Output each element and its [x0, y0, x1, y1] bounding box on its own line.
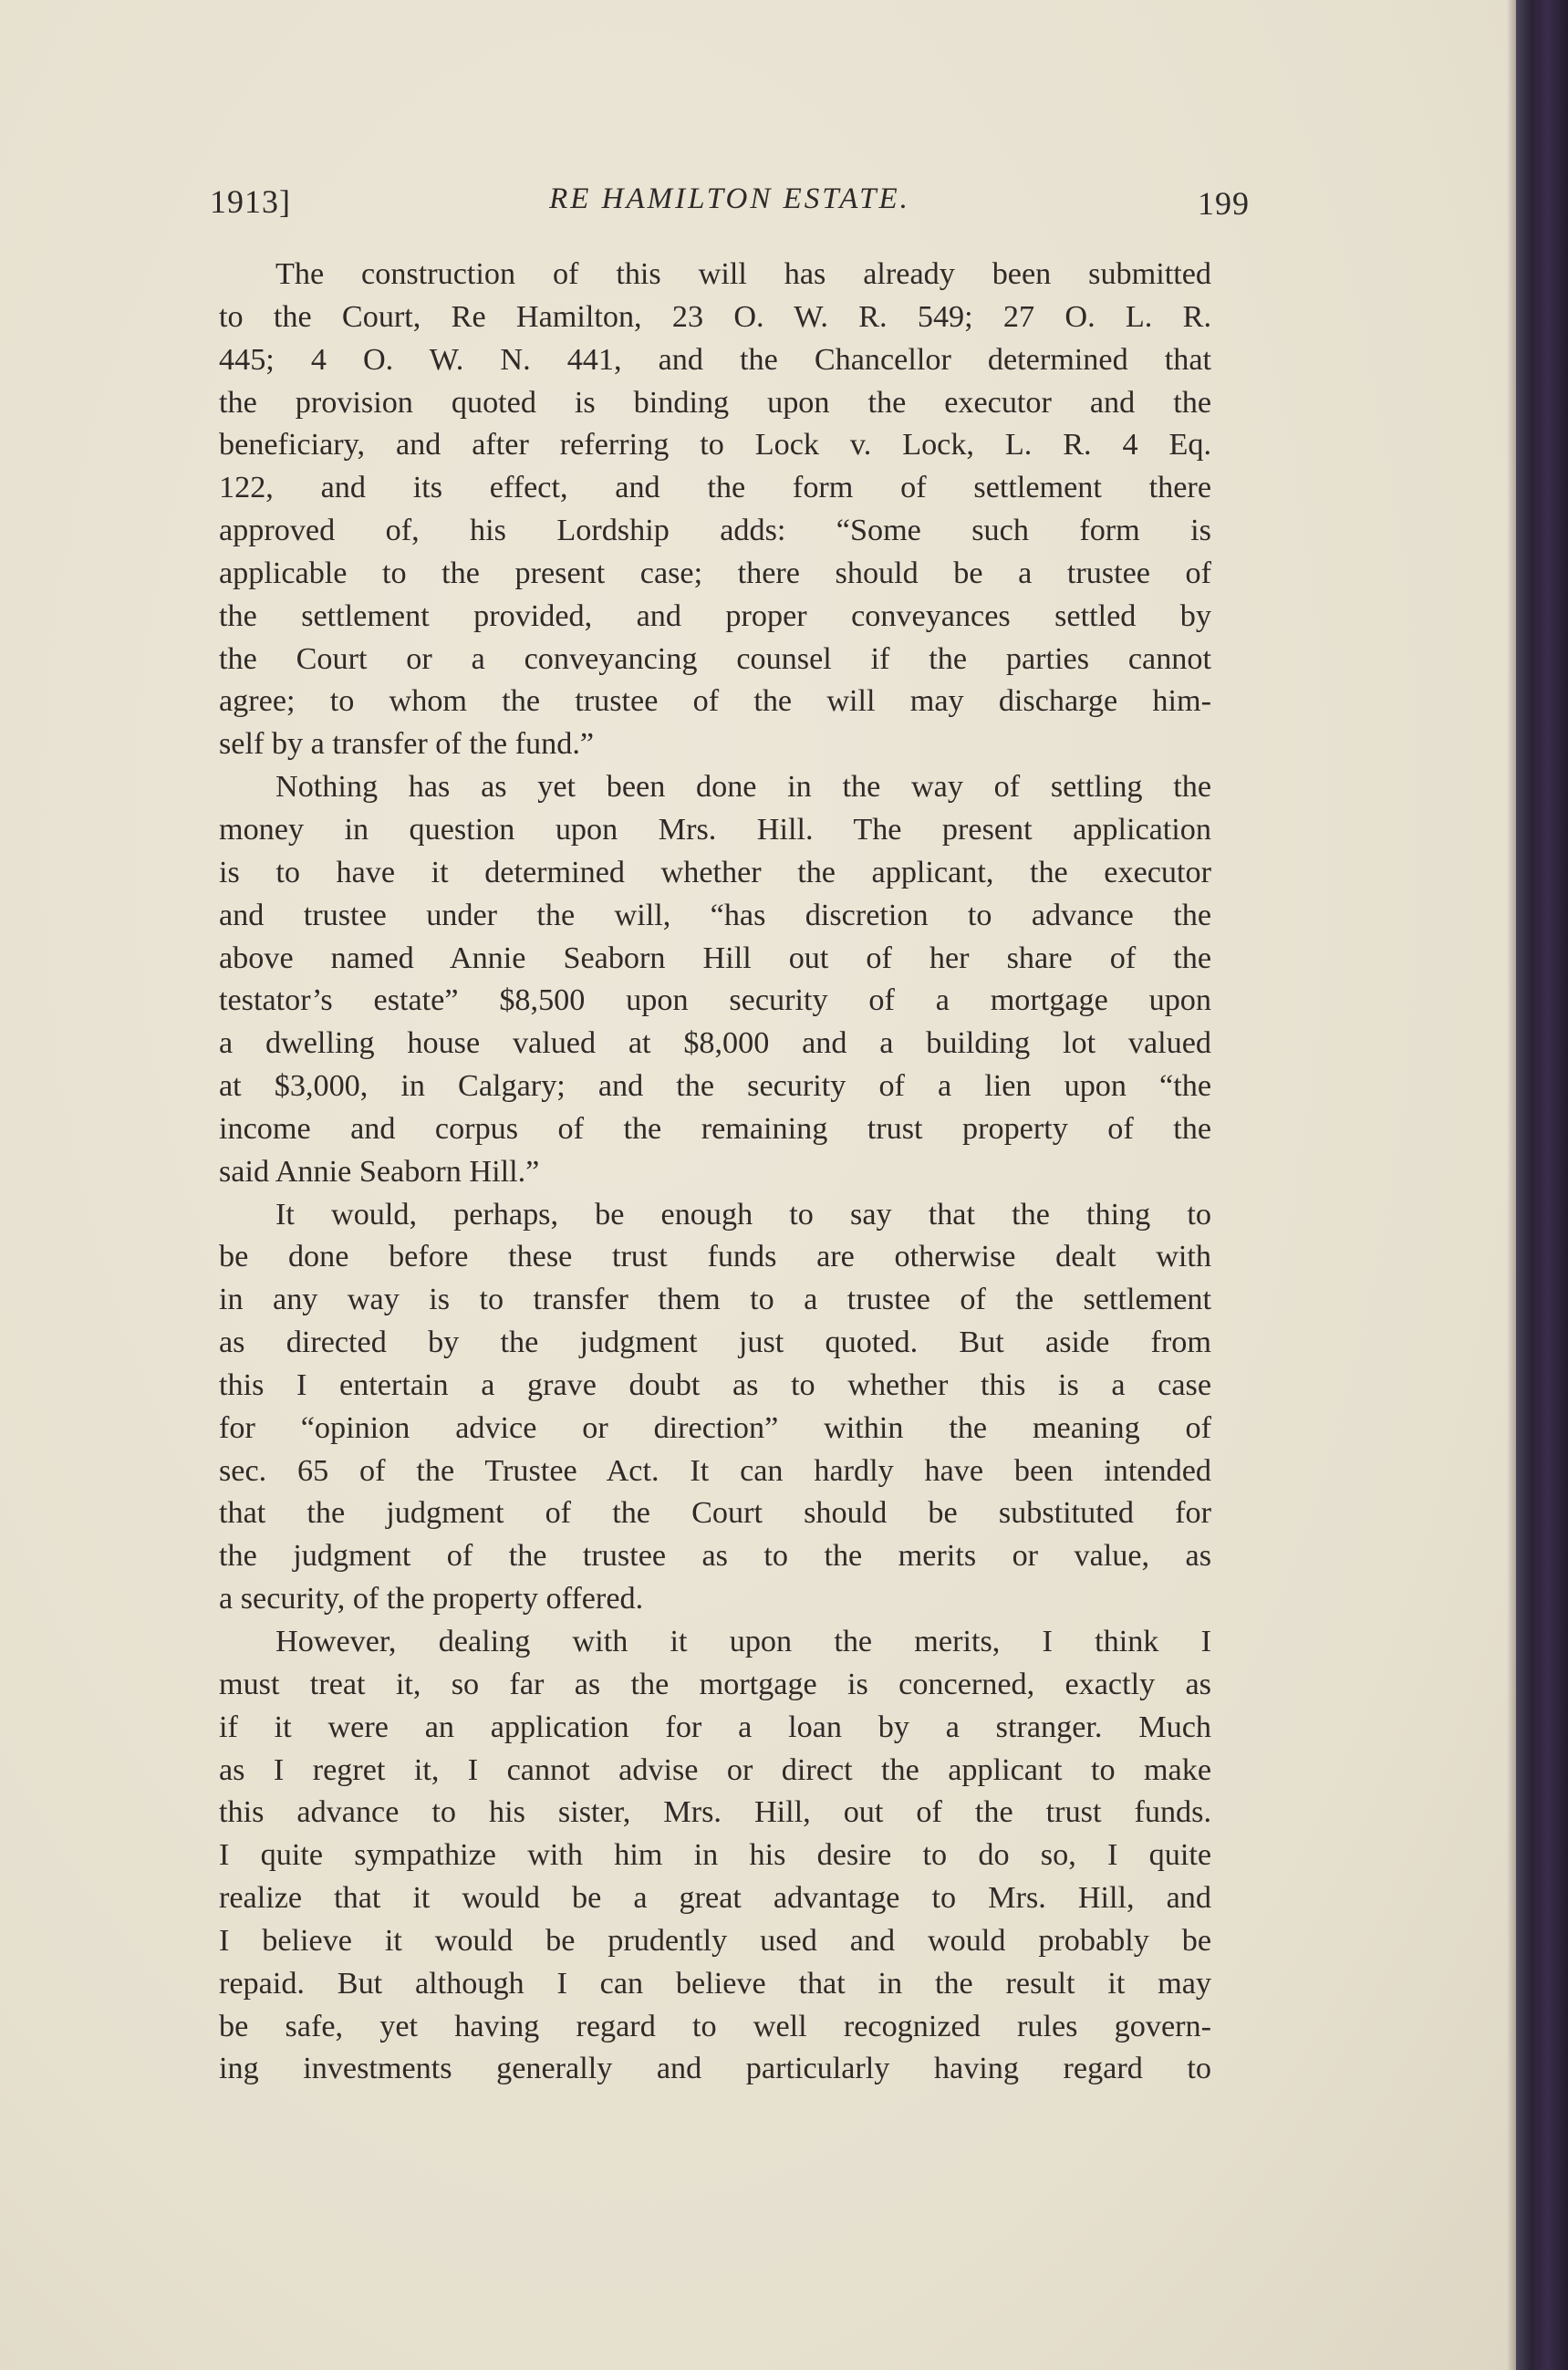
text-line: must treat it, so far as the mortgage is concerned, exactly as — [219, 1667, 1211, 1701]
text-line: this advance to his sister, Mrs. Hill, out of the trust funds. — [219, 1795, 1211, 1830]
page-number: 199 — [1198, 185, 1250, 222]
text-line: is to have it determined whether the applicant, the executor — [219, 855, 1211, 889]
text-line: income and corpus of the remaining trust property of the — [219, 1111, 1211, 1146]
text-line: It would, perhaps, be enough to say that the thing to — [275, 1197, 1211, 1232]
text-line: approved of, his Lordship adds: “Some such form is — [219, 514, 1211, 548]
text-line: agree; to whom the trustee of the will may discharge him- — [219, 684, 1211, 719]
text-line: the settlement provided, and proper conveyances settled by — [219, 598, 1211, 633]
text-line: money in question upon Mrs. Hill. The present application — [219, 812, 1211, 847]
text-line: 122, and its effect, and the form of settlement there — [219, 471, 1211, 505]
body-text — [219, 254, 1211, 2091]
text-line: ing investments generally and particularly having regard to — [219, 2052, 1211, 2086]
text-line: this I entertain a grave doubt as to whether this is a case — [219, 1367, 1211, 1402]
text-line: that the judgment of the Court should be substituted for — [219, 1496, 1211, 1531]
text-line: at $3,000, in Calgary; and the security of a lien upon “the — [219, 1069, 1211, 1104]
text-line: However, dealing with it upon the merits, I think I — [275, 1625, 1211, 1658]
book-binding — [1516, 0, 1568, 2370]
text-line: applicable to the present case; there should be a trustee of — [219, 556, 1211, 590]
text-line: in any way is to transfer them to a trustee of the settlement — [219, 1283, 1211, 1317]
text-line: the provision quoted is binding upon the executor and the — [219, 385, 1211, 420]
text-line: to the Court, Re Hamilton, 23 O. W. R. 549; 27 O. L. R. — [219, 299, 1211, 334]
text-line: Nothing has as yet been done in the way of settling the — [275, 770, 1211, 805]
text-line: as directed by the judgment just quoted. But aside from — [219, 1325, 1211, 1360]
text-line: The construction of this will has already been submitted — [275, 257, 1211, 291]
text-line: realize that it would be a great advantage to Mrs. Hill, and — [219, 1881, 1211, 1916]
header-title: RE HAMILTON ESTATE. — [549, 182, 910, 215]
text-line: for “opinion advice or direction” within the meaning of — [219, 1410, 1211, 1445]
text-line: self by a transfer of the fund.” — [219, 727, 595, 762]
text-line: said Annie Seaborn Hill.” — [219, 1154, 540, 1189]
header-year: 1913] — [210, 183, 291, 220]
text-line: beneficiary, and after referring to Lock v. Lock, L. R. 4 Eq. — [219, 428, 1211, 463]
text-line: be safe, yet having regard to well recognized rules govern- — [219, 2009, 1211, 2043]
text-line: testator’s estate” $8,500 upon security of a mortgage upon — [219, 983, 1211, 1018]
text-line: repaid. But although I can believe that in the result it may — [219, 1966, 1211, 2001]
text-line: the judgment of the trustee as to the merits or value, as — [219, 1539, 1211, 1574]
text-line: above named Annie Seaborn Hill out of her share of the — [219, 941, 1211, 975]
text-line: the Court or a conveyancing counsel if the parties cannot — [219, 641, 1211, 676]
text-line: be done before these trust funds are otherwise dealt with — [219, 1240, 1211, 1274]
text-line: I quite sympathize with him in his desire to do so, I quite — [219, 1838, 1211, 1873]
text-line: and trustee under the will, “has discretion to advance the — [219, 898, 1211, 932]
text-line: sec. 65 of the Trustee Act. It can hardly have been intended — [219, 1453, 1211, 1488]
text-line: I believe it would be prudently used and would probably be — [219, 1923, 1211, 1958]
text-line: a dwelling house valued at $8,000 and a building lot valued — [219, 1026, 1211, 1061]
text-line: 445; 4 O. W. N. 441, and the Chancellor determined that — [219, 342, 1211, 377]
text-line: a security, of the property offered. — [219, 1582, 644, 1616]
running-header — [210, 182, 1250, 228]
text-line: if it were an application for a loan by a stranger. Much — [219, 1710, 1211, 1744]
text-line: as I regret it, I cannot advise or direct the applicant to make — [219, 1752, 1211, 1787]
